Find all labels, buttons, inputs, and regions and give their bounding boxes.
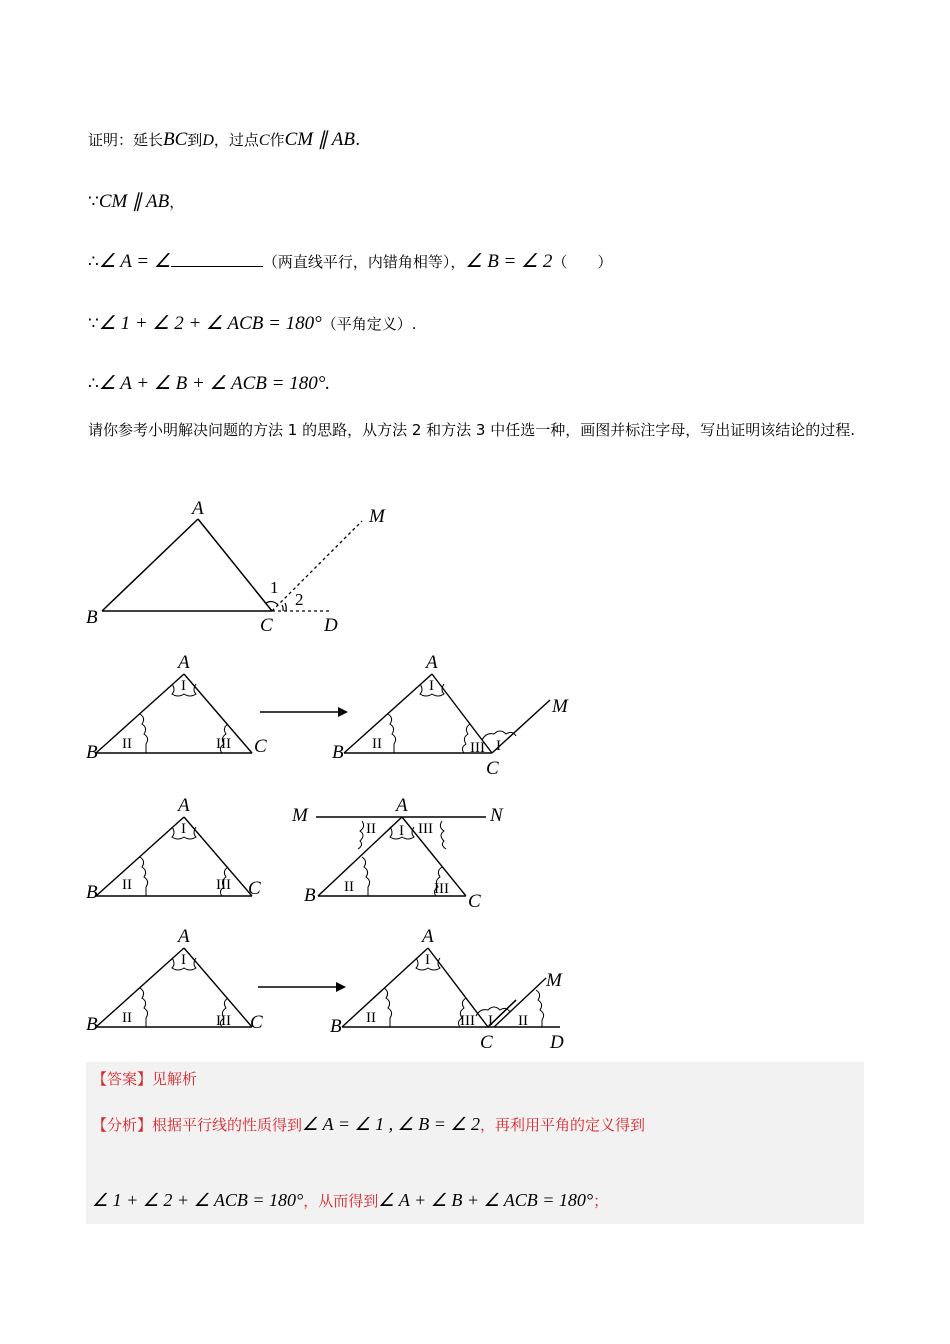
proof-line-2 — [88, 190, 184, 213]
analysis-line-2 — [92, 1190, 608, 1211]
roman-1: I — [181, 821, 186, 837]
roman-1: I — [181, 952, 186, 968]
roman-3: III — [470, 740, 485, 756]
point-c: C — [258, 132, 270, 149]
roman-1-moved: I — [496, 738, 501, 754]
label-n: N — [490, 805, 503, 826]
figure-3-right — [290, 795, 520, 915]
analysis-tag: 【分析】 — [92, 1116, 153, 1134]
text: 证明：延长 — [88, 131, 164, 149]
therefore-symbol: ∴ — [88, 252, 99, 272]
label-c: C — [468, 891, 481, 912]
roman-1-moved: I — [488, 1013, 493, 1029]
analysis-math-3: ∠ A + ∠ B + ∠ ACB = 180° — [378, 1190, 594, 1210]
label-m: M — [369, 506, 385, 527]
angle-a-eq: ∠ A = ∠ — [98, 251, 171, 272]
label-a: A — [396, 795, 408, 816]
roman-1: I — [425, 952, 430, 968]
answer-line — [92, 1068, 197, 1089]
roman-1: I — [181, 678, 186, 694]
analysis-text: ； — [593, 1192, 609, 1210]
roman-2: II — [122, 877, 132, 893]
figure-4-right — [328, 926, 578, 1056]
roman-3: III — [434, 881, 449, 897]
figure-3-left — [84, 795, 274, 905]
label-b: B — [332, 742, 344, 763]
label-b: B — [330, 1016, 342, 1037]
parallel-cm-ab: CM ∥ AB — [98, 191, 170, 212]
comma: ， — [169, 193, 185, 211]
label-c: C — [260, 615, 273, 636]
roman-3: III — [460, 1013, 475, 1029]
roman-3: III — [216, 877, 231, 893]
label-m: M — [546, 970, 562, 991]
reason-blank[interactable]: （ ） — [552, 253, 613, 271]
label-b: B — [86, 742, 98, 763]
roman-3: III — [216, 736, 231, 752]
label-c: C — [254, 736, 267, 757]
because-symbol: ∵ — [88, 192, 99, 212]
label-b: B — [86, 882, 98, 903]
analysis-math-1: ∠ A = ∠ 1 , ∠ B = ∠ 2 — [302, 1114, 481, 1134]
analysis-text: 根据平行线的性质得到 — [152, 1116, 303, 1134]
period: . — [354, 130, 361, 150]
roman-2-top: II — [366, 821, 376, 837]
figure-2-right — [330, 652, 590, 782]
figure-4-left — [84, 926, 274, 1036]
text: ，过点 — [213, 131, 259, 149]
proof-line-3 — [88, 250, 612, 273]
label-b: B — [86, 1014, 98, 1035]
therefore-symbol: ∴ — [88, 374, 99, 394]
figure-2-left — [84, 652, 274, 762]
angle-sum-expr: ∠ 1 + ∠ 2 + ∠ ACB = 180° — [98, 313, 322, 334]
label-a: A — [178, 926, 190, 947]
roman-2: II — [372, 736, 382, 752]
label-a: A — [192, 498, 204, 519]
roman-2: II — [122, 1010, 132, 1026]
text: 作 — [269, 131, 285, 149]
figure-1 — [80, 495, 420, 635]
roman-2: II — [122, 736, 132, 752]
proof-line-1 — [88, 128, 360, 151]
label-c: C — [486, 758, 499, 779]
roman-2-moved: II — [518, 1013, 528, 1029]
label-a: A — [422, 926, 434, 947]
label-m: M — [552, 696, 568, 717]
analysis-line-1 — [92, 1114, 645, 1135]
proof-line-4 — [88, 312, 417, 335]
text: 到 — [187, 131, 203, 149]
answer-tag: 【答案】 — [92, 1070, 153, 1088]
label-a: A — [426, 652, 438, 673]
label-a: A — [178, 795, 190, 816]
label-d: D — [324, 615, 338, 636]
point-d: D — [202, 132, 214, 149]
label-a: A — [178, 652, 190, 673]
reason-text: （两直线平行，内错角相等）， — [262, 253, 466, 271]
fill-blank[interactable] — [171, 252, 263, 267]
conclusion-expr: ∠ A + ∠ B + ∠ ACB = 180°. — [98, 373, 331, 394]
segment-bc: BC — [163, 129, 188, 150]
analysis-text: ，从而得到 — [303, 1192, 379, 1210]
analysis-math-2: ∠ 1 + ∠ 2 + ∠ ACB = 180° — [92, 1190, 304, 1210]
analysis-text: ，再利用平角的定义得到 — [480, 1116, 646, 1134]
label-c: C — [480, 1032, 493, 1053]
label-c: C — [248, 878, 261, 899]
roman-1: I — [429, 678, 434, 694]
parallel-cm-ab: CM ∥ AB — [284, 129, 355, 150]
label-b: B — [304, 885, 316, 906]
roman-3-top: III — [418, 821, 433, 837]
instruction-text: 请你参考小明解决问题的方法 1 的思路，从方法 2 和方法 3 中任选一种，画图并标注字母，写出证明该结论的过程. — [88, 421, 856, 439]
label-m: M — [292, 805, 308, 826]
angle-b-eq: ∠ B = ∠ 2 — [465, 251, 553, 272]
answer-text: 见解析 — [152, 1070, 198, 1088]
label-c: C — [250, 1012, 263, 1033]
reason-text: （平角定义）. — [321, 315, 417, 333]
roman-2: II — [344, 879, 354, 895]
angle-label-2: 2 — [295, 590, 304, 609]
roman-2: II — [366, 1010, 376, 1026]
label-d: D — [550, 1032, 564, 1053]
because-symbol: ∵ — [88, 314, 99, 334]
angle-label-1: 1 — [270, 578, 279, 597]
roman-3: III — [216, 1013, 231, 1029]
label-b: B — [86, 607, 98, 628]
roman-1: I — [399, 823, 404, 839]
proof-line-5 — [88, 372, 330, 395]
